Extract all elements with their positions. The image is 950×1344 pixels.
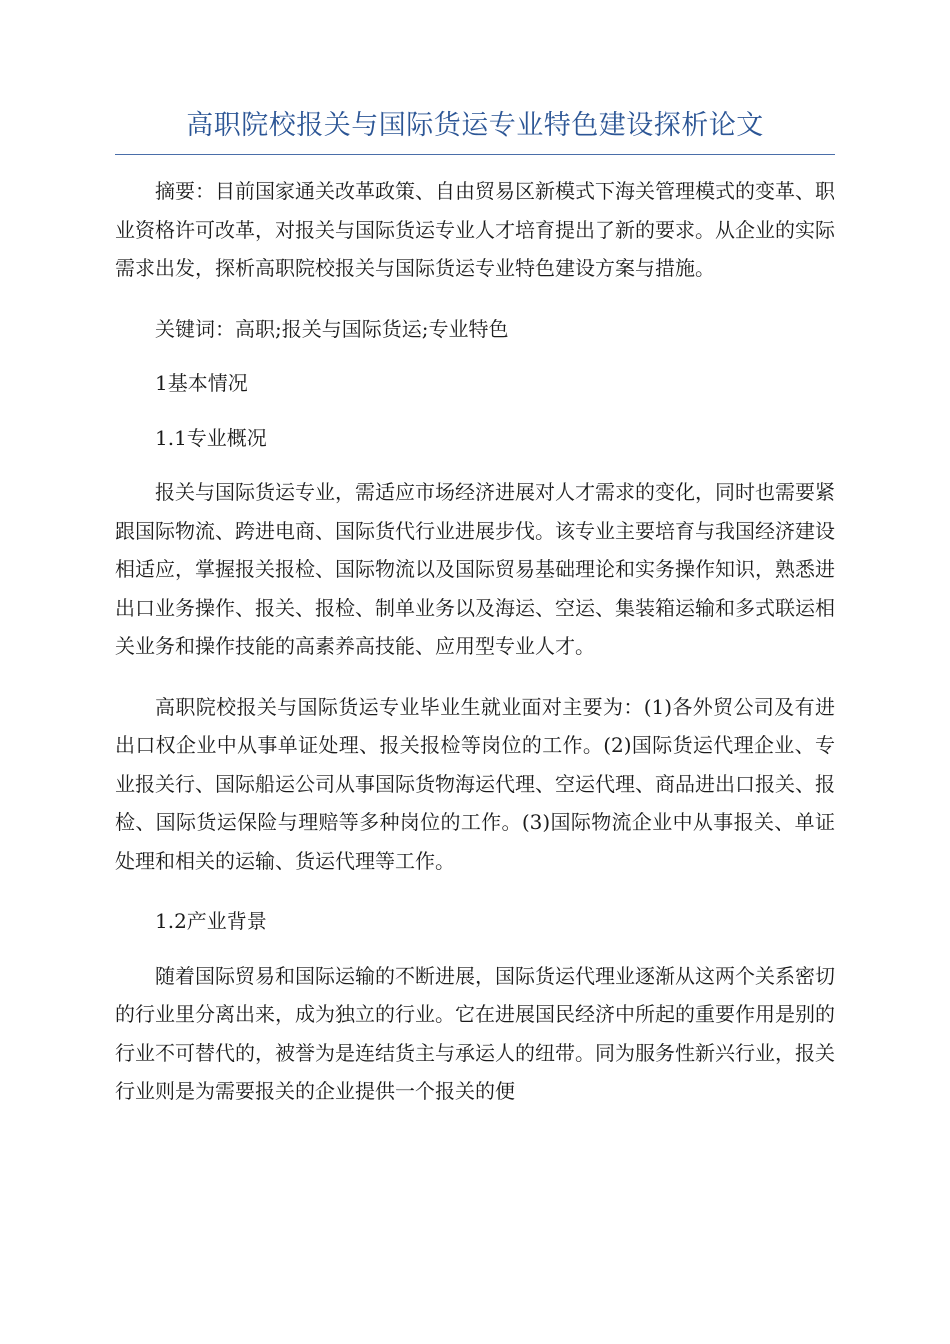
subsection-heading-1-2: 1.2产业背景 [155, 909, 267, 933]
section-heading-1: 1基本情况 [155, 371, 248, 395]
body-paragraph: 报关与国际货运专业，需适应市场经济进展对人才需求的变化，同时也需要紧跟国际物流、跨进电商、国际货代行业进展步伐。该专业主要培育与我国经济建设相适应，掌握报关报检、国际物流以及国际贸易基础理论和实务操作知识，熟悉进出口业务操作、报关、报检、制单业务以及海运、空运、集装箱运输和多式联运相关业务和操作技能的高素养高技能、应用型专业人才。 [115, 480, 835, 658]
keywords-line: 关键词：高职;报关与国际货运;专业特色 [155, 316, 509, 341]
subsection-heading-1-1: 1.1专业概况 [155, 425, 267, 450]
abstract-paragraph: 摘要：目前国家通关改革政策、自由贸易区新模式下海关管理模式的变革、职业资格许可改革，对报关与国际货运专业人才培育提出了新的要求。从企业的实际需求出发，探析高职院校报关与国际货运专业特色建设方案与措施。 [115, 179, 835, 280]
document-body [115, 172, 835, 1133]
body-paragraph: 高职院校报关与国际货运专业毕业生就业面对主要为：(1)各外贸公司及有进出口权企业中从事单证处理、报关报检等岗位的工作。(2)国际货运代理企业、专业报关行、国际船运公司从事国际货物海运代理、空运代理、商品进出口报关、报检、国际货运保险与理赔等多种岗位的工作。(3)国际物流企业中从事报关、单证处理和相关的运输、货运代理等工作。 [115, 694, 835, 873]
document-title: 高职院校报关与国际货运专业特色建设探析论文 [186, 110, 764, 141]
body-paragraph: 随着国际贸易和国际运输的不断进展，国际货运代理业逐渐从这两个关系密切的行业里分离出来，成为独立的行业。它在进展国民经济中所起的重要作用是别的行业不可替代的，被誉为是连结货主与承运人的纽带。同为服务性新兴行业，报关行业则是为需要报关的企业提供一个报关的便 [115, 963, 835, 1103]
title-underline [115, 154, 835, 155]
